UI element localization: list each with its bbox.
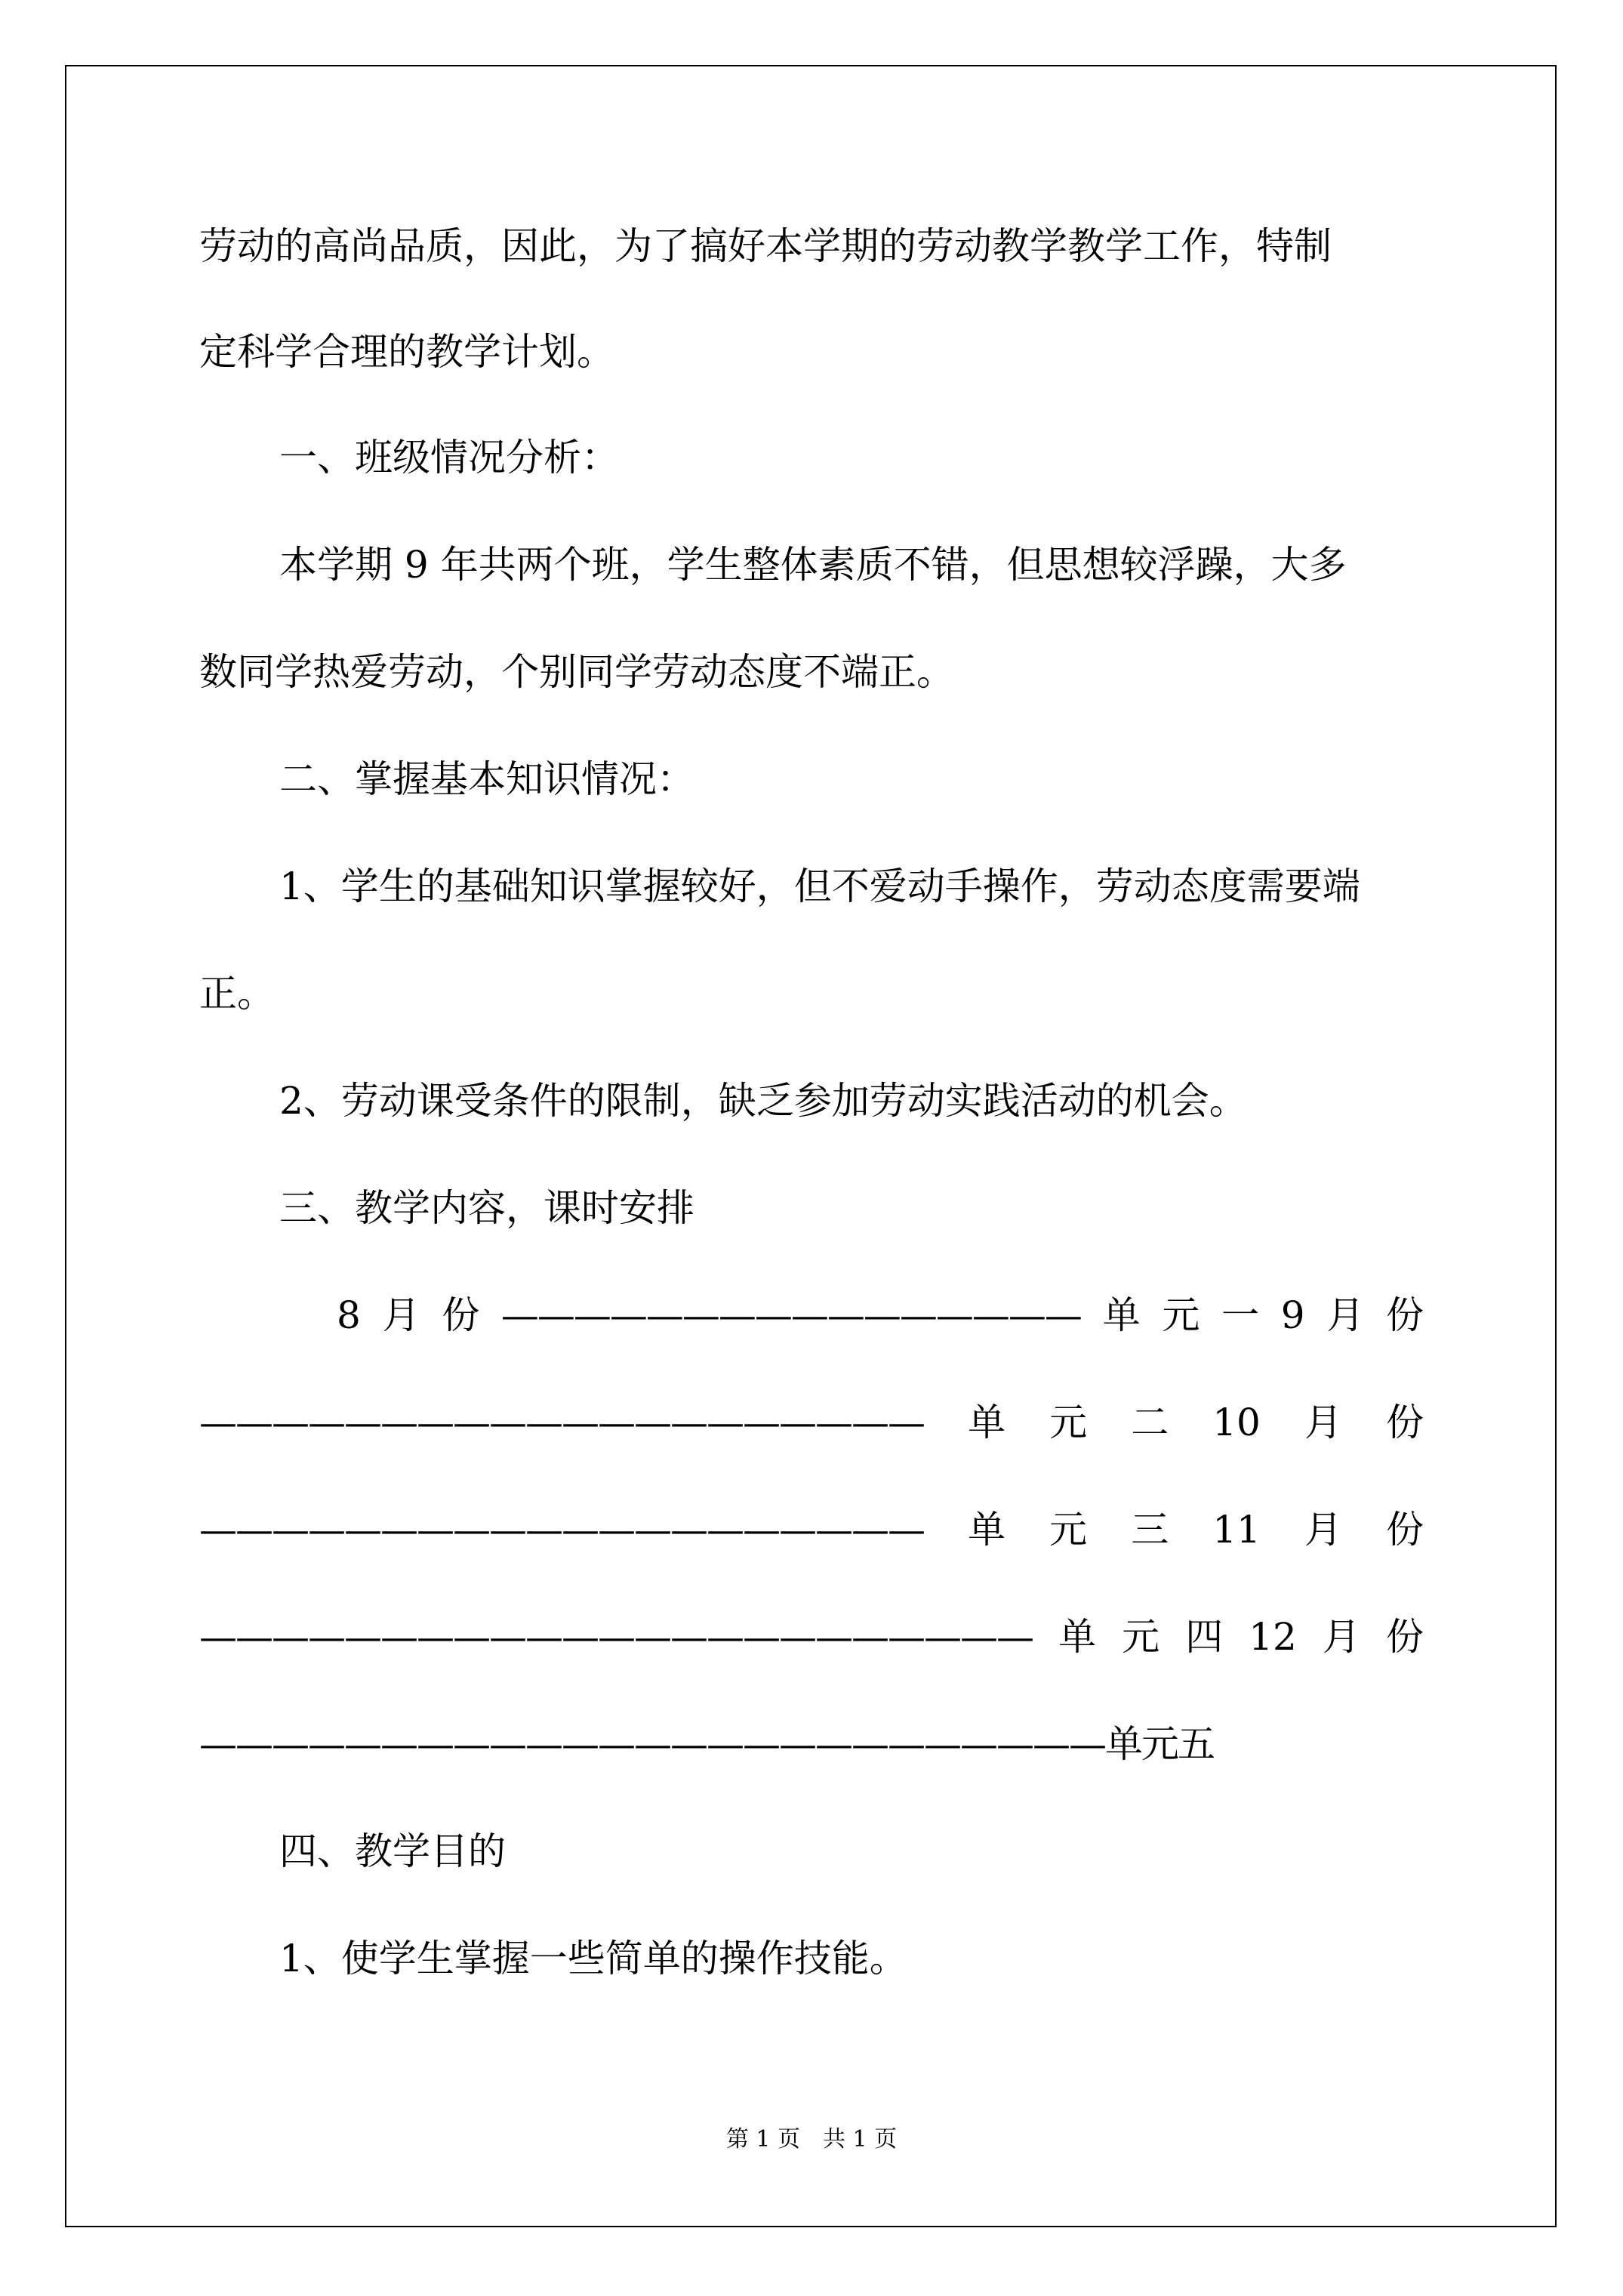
schedule-token: 月: [1326, 1293, 1365, 1337]
schedule-token: 单: [968, 1508, 1006, 1552]
paragraph-line: 定科学合理的教学计划。: [199, 330, 614, 374]
schedule-dash-line: ————————————————————: [199, 1508, 924, 1552]
schedule-token: 元: [1049, 1401, 1088, 1444]
schedule-token: 份: [1386, 1508, 1424, 1552]
paragraph-line: 1、学生的基础知识掌握较好，但不爱动手操作，劳动态度需要端: [279, 864, 1360, 908]
schedule-token: 四: [1185, 1615, 1224, 1659]
paragraph-line: 本学期 9 年共两个班，学生整体素质不错，但思想较浮躁，大多: [279, 543, 1347, 587]
section-heading-class-analysis: 一、班级情况分析：: [279, 436, 619, 479]
schedule-token: 份: [1385, 1293, 1424, 1337]
schedule-row-4: [199, 1614, 1424, 1660]
schedule-token: 三: [1131, 1508, 1169, 1552]
schedule-row-3: [199, 1507, 1424, 1552]
schedule-token: 元: [1049, 1508, 1088, 1552]
schedule-token: 月: [1304, 1401, 1342, 1444]
schedule-token: 月: [1322, 1615, 1360, 1659]
schedule-token: 份: [1386, 1401, 1424, 1444]
section-heading-basic-knowledge: 二、掌握基本知识情况：: [279, 757, 694, 801]
paragraph-line: 数同学热爱劳动，个别同学劳动态度不端正。: [199, 650, 954, 694]
section-heading-content-schedule: 三、教学内容，课时安排: [279, 1186, 694, 1230]
schedule-row-5: —————————————————————————单元五: [199, 1722, 1214, 1766]
schedule-dash-line: ———————————————————————: [199, 1615, 1033, 1659]
schedule-token: 份: [1386, 1615, 1424, 1659]
schedule-row-1: [337, 1293, 1424, 1338]
page-number-footer: 第 1 页 共 1 页: [725, 2126, 898, 2153]
paragraph-line: 正。: [199, 972, 275, 1015]
schedule-token: 8: [337, 1293, 361, 1337]
schedule-token: 元: [1122, 1615, 1160, 1659]
paragraph-line: 劳动的高尚品质，因此，为了搞好本学期的劳动教学教学工作，特制: [199, 224, 1332, 268]
schedule-token: 二: [1131, 1401, 1169, 1444]
schedule-token: 10: [1212, 1401, 1261, 1444]
schedule-token: 月: [1304, 1508, 1342, 1552]
schedule-dash-line: ————————————————————: [199, 1401, 924, 1444]
schedule-dash-line: ————————————————: [500, 1293, 1081, 1337]
schedule-row-2: [199, 1400, 1424, 1445]
schedule-token: 元: [1162, 1293, 1200, 1337]
schedule-token: 单: [1102, 1293, 1141, 1337]
schedule-token: 9: [1280, 1293, 1305, 1337]
schedule-token: 一: [1221, 1293, 1260, 1337]
schedule-token: 单: [968, 1401, 1006, 1444]
page-border: [65, 65, 1557, 2227]
schedule-token: 份: [442, 1293, 480, 1337]
section-heading-teaching-goals: 四、教学目的: [279, 1829, 506, 1873]
schedule-token: 11: [1212, 1508, 1261, 1552]
paragraph-line: 1、使学生掌握一些简单的操作技能。: [279, 1937, 907, 1980]
schedule-token: 月: [382, 1293, 420, 1337]
paragraph-line: 2、劳动课受条件的限制，缺乏参加劳动实践活动的机会。: [279, 1079, 1247, 1123]
schedule-token: 单: [1058, 1615, 1097, 1659]
schedule-token: 12: [1249, 1615, 1297, 1659]
